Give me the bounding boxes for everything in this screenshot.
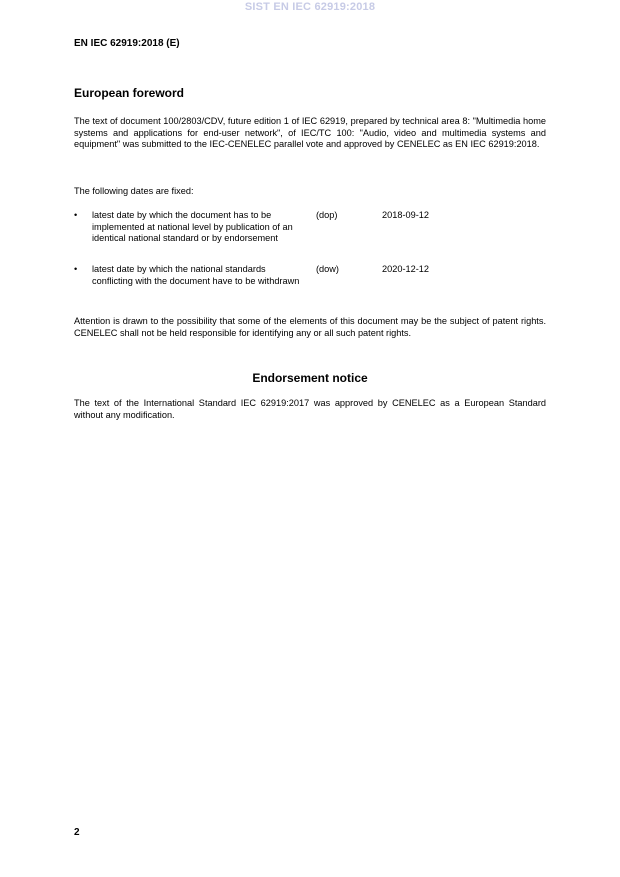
date-description: latest date by which the national standards conflicting with the document have to be withdrawn [92,264,300,286]
endorsement-paragraph: The text of the International Standard IEC 62919:2017 was approved by CENELEC as a European Standard without any modification. [74,398,546,420]
document-id: EN IEC 62919:2018 (E) [74,38,180,49]
date-value: 2018-09-12 [382,210,429,220]
patent-attention-paragraph: Attention is drawn to the possibility that some of the elements of this document may be the subject of patent rights. CENELEC shall not be held responsible for identifying any or all such patent rights. [74,316,546,338]
foreword-paragraph: The text of document 100/2803/CDV, future edition 1 of IEC 62919, prepared by technical area 8: "Multimedia home systems and applications for end-user network", of IEC/TC 100: "Audio, video and multimedia systems and equipment" was submitted to the IEC-CENELEC parallel vote and approved by CENELEC as EN IEC 62919:2018. [74,116,546,149]
dates-intro: The following dates are fixed: [74,186,194,196]
date-code: (dop) [316,210,338,220]
date-code: (dow) [316,264,339,274]
foreword-heading: European foreword [74,86,185,100]
watermark: SIST EN IEC 62919:2018 [244,1,376,13]
bullet-icon: • [74,210,78,220]
bullet-icon: • [74,264,78,274]
dates-list-item [74,210,546,264]
dates-list-item [74,264,546,314]
date-description: latest date by which the document has to be implemented at national level by publication of an identical national standard or by endorsement [92,210,293,243]
endorsement-heading: Endorsement notice [252,371,368,385]
date-value: 2020-12-12 [382,264,429,274]
dates-list [74,210,546,314]
page-number: 2 [74,827,80,838]
